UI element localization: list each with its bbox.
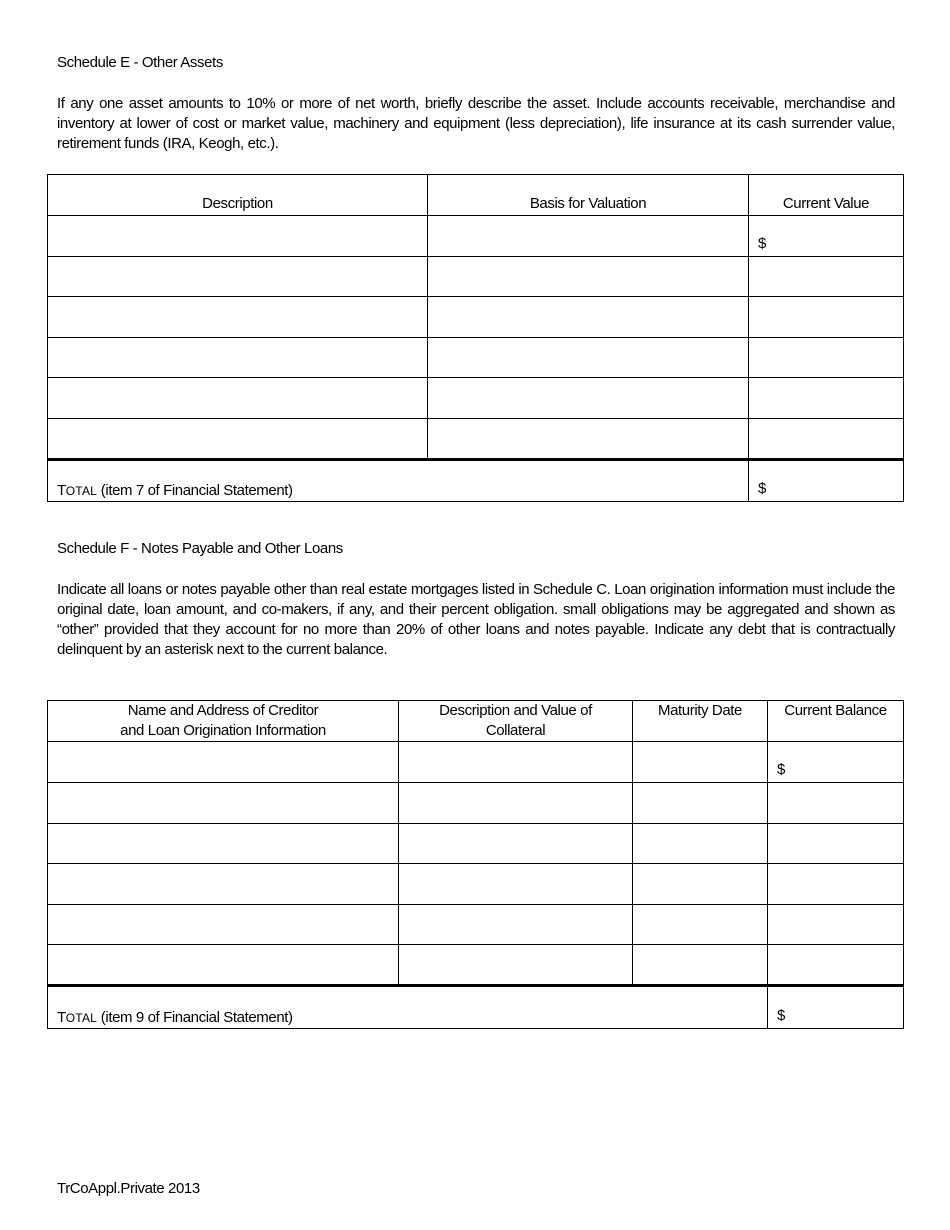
basis-cell[interactable]: [428, 378, 749, 419]
table-header-row: [48, 701, 904, 742]
column-header-creditor-line2: and Loan Origination Information: [120, 722, 326, 739]
table-row: [48, 338, 904, 378]
current-value-cell[interactable]: [749, 338, 904, 378]
table-row: [48, 905, 904, 945]
total-label: [48, 986, 768, 1029]
current-balance-cell[interactable]: [768, 824, 904, 864]
total-label-initial: T: [57, 482, 66, 499]
creditor-cell[interactable]: [48, 742, 399, 783]
column-header-collateral-line1: Description and Value of: [439, 702, 592, 719]
creditor-cell[interactable]: [48, 905, 399, 945]
creditor-cell[interactable]: [48, 945, 399, 986]
creditor-cell[interactable]: [48, 783, 399, 824]
collateral-cell[interactable]: [399, 783, 633, 824]
table-row: [48, 783, 904, 824]
column-header-collateral-line2: Collateral: [485, 722, 546, 739]
schedule-f-instructions: Indicate all loans or notes payable other than real estate mortgages listed in Schedule C. Loan origination information must include the original date, loan amount, and co-makers, if any, and their percent obligation. small obligations may be aggregated and shown as “other” provided that they account for no more than 20% of other loans and notes payable. Indicate any debt that is contractually delinquent by an asterisk next to the current balance.: [57, 581, 895, 658]
table-row: [48, 257, 904, 297]
total-label-initial: T: [57, 1009, 66, 1026]
maturity-date-cell[interactable]: [633, 783, 768, 824]
description-cell[interactable]: [48, 338, 428, 378]
current-balance-cell[interactable]: [768, 945, 904, 986]
table-row: [48, 419, 904, 460]
collateral-cell[interactable]: [399, 824, 633, 864]
table-row: [48, 297, 904, 338]
basis-cell[interactable]: [428, 419, 749, 460]
collateral-cell[interactable]: [399, 905, 633, 945]
total-label-smallcaps: OTAL: [65, 484, 98, 498]
current-balance-cell[interactable]: [768, 783, 904, 824]
collateral-cell[interactable]: [399, 945, 633, 986]
total-value-cell[interactable]: [768, 986, 904, 1029]
current-value-cell[interactable]: [749, 378, 904, 419]
column-header-basis-for-valuation: Basis for Valuation: [428, 175, 749, 216]
column-header-creditor: [48, 701, 399, 742]
table-row: [48, 864, 904, 905]
description-cell[interactable]: [48, 419, 428, 460]
maturity-date-cell[interactable]: [633, 864, 768, 905]
description-cell[interactable]: [48, 297, 428, 338]
current-value-cell[interactable]: [749, 216, 904, 257]
description-cell[interactable]: [48, 257, 428, 297]
maturity-date-cell[interactable]: [633, 824, 768, 864]
table-row: [48, 742, 904, 783]
schedule-f-table: [47, 700, 904, 1029]
column-header-description: Description: [48, 175, 428, 216]
currency-symbol: $: [777, 1007, 785, 1024]
total-label-rest: (item 7 of Financial Statement): [97, 482, 293, 499]
description-cell[interactable]: [48, 378, 428, 419]
currency-symbol: $: [758, 480, 766, 497]
total-value-cell[interactable]: [749, 460, 904, 502]
maturity-date-cell[interactable]: [633, 742, 768, 783]
column-header-collateral: [399, 701, 633, 742]
creditor-cell[interactable]: [48, 864, 399, 905]
total-row: [48, 986, 904, 1029]
column-header-current-balance: Current Balance: [768, 701, 904, 742]
schedule-f-title: Schedule F - Notes Payable and Other Loans: [57, 540, 343, 557]
current-balance-cell[interactable]: [768, 864, 904, 905]
column-header-creditor-line1: Name and Address of Creditor: [127, 702, 319, 719]
basis-cell[interactable]: [428, 297, 749, 338]
table-header-row: [48, 175, 904, 216]
schedule-e-instructions: If any one asset amounts to 10% or more of net worth, briefly describe the asset. Include accounts receivable, merchandise and inventory at lower of cost or market value, machinery and equipment (less depreciation), life insurance at its cash surrender value, retirement funds (IRA, Keogh, etc.).: [57, 95, 895, 152]
current-balance-cell[interactable]: [768, 742, 904, 783]
footer-document-id: TrCoAppl.Private 2013: [57, 1180, 200, 1197]
collateral-cell[interactable]: [399, 742, 633, 783]
currency-symbol: $: [758, 235, 766, 252]
currency-symbol: $: [777, 761, 785, 778]
total-label-rest: (item 9 of Financial Statement): [97, 1009, 293, 1026]
current-value-cell[interactable]: [749, 257, 904, 297]
schedule-e-table: [47, 174, 904, 502]
total-label-smallcaps: OTAL: [65, 1011, 98, 1025]
maturity-date-cell[interactable]: [633, 945, 768, 986]
current-balance-cell[interactable]: [768, 905, 904, 945]
creditor-cell[interactable]: [48, 824, 399, 864]
table-row: [48, 378, 904, 419]
current-value-cell[interactable]: [749, 297, 904, 338]
total-row: [48, 460, 904, 502]
basis-cell[interactable]: [428, 338, 749, 378]
collateral-cell[interactable]: [399, 864, 633, 905]
basis-cell[interactable]: [428, 216, 749, 257]
column-header-maturity-date: Maturity Date: [633, 701, 768, 742]
column-header-current-value: Current Value: [749, 175, 904, 216]
maturity-date-cell[interactable]: [633, 905, 768, 945]
table-row: [48, 824, 904, 864]
schedule-e-title: Schedule E - Other Assets: [57, 54, 223, 71]
table-row: [48, 216, 904, 257]
current-value-cell[interactable]: [749, 419, 904, 460]
table-row: [48, 945, 904, 986]
total-label: [48, 460, 749, 502]
basis-cell[interactable]: [428, 257, 749, 297]
description-cell[interactable]: [48, 216, 428, 257]
